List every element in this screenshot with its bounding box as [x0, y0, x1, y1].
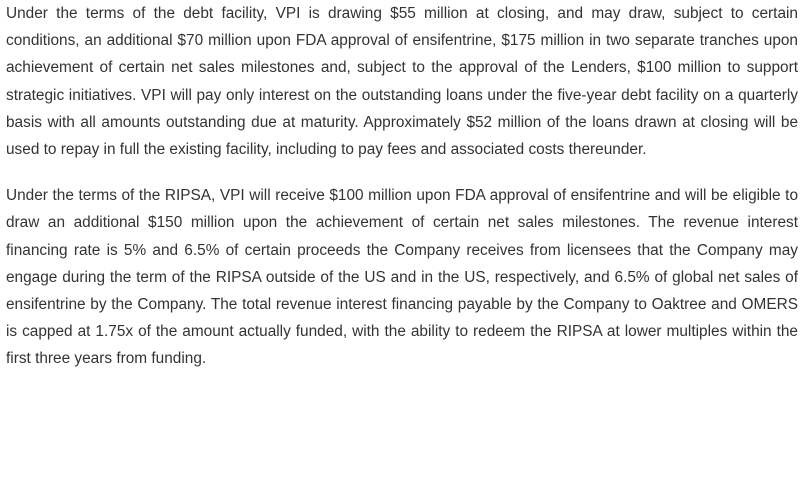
ripsa-paragraph: Under the terms of the RIPSA, VPI will receive $100 million upon FDA approval of ensifentrine and will be eligible to draw an additional $150 million upon the achievement of certain net sales milestones. The revenue interest financing rate is 5% and 6.5% of certain proceeds the Company receives from licensees that the Company may engage during the term of the RIPSA outside of the US and in the US, respectively, and 6.5% of global net sales of ensifentrine by the Company. The total revenue interest financing payable by the Company to Oaktree and OMERS is capped at 1.75x of the amount actually funded, with the ability to redeem the RIPSA at lower multiples within the first three years from funding.	[6, 187, 798, 368]
debt-facility-paragraph: Under the terms of the debt facility, VPI is drawing $55 million at closing, and may draw, subject to certain conditions, an additional $70 million upon FDA approval of ensifentrine, $175 million in two separate tranches upon achievement of certain net sales milestones and, subject to the approval of the Lenders, $100 million to support strategic initiatives. VPI will pay only interest on the outstanding loans under the five-year debt facility on a quarterly basis with all amounts outstanding due at maturity. Approximately $52 million of the loans drawn at closing will be used to repay in full the existing facility, including to pay fees and associated costs thereunder.	[6, 5, 798, 159]
article-body	[6, 0, 798, 373]
